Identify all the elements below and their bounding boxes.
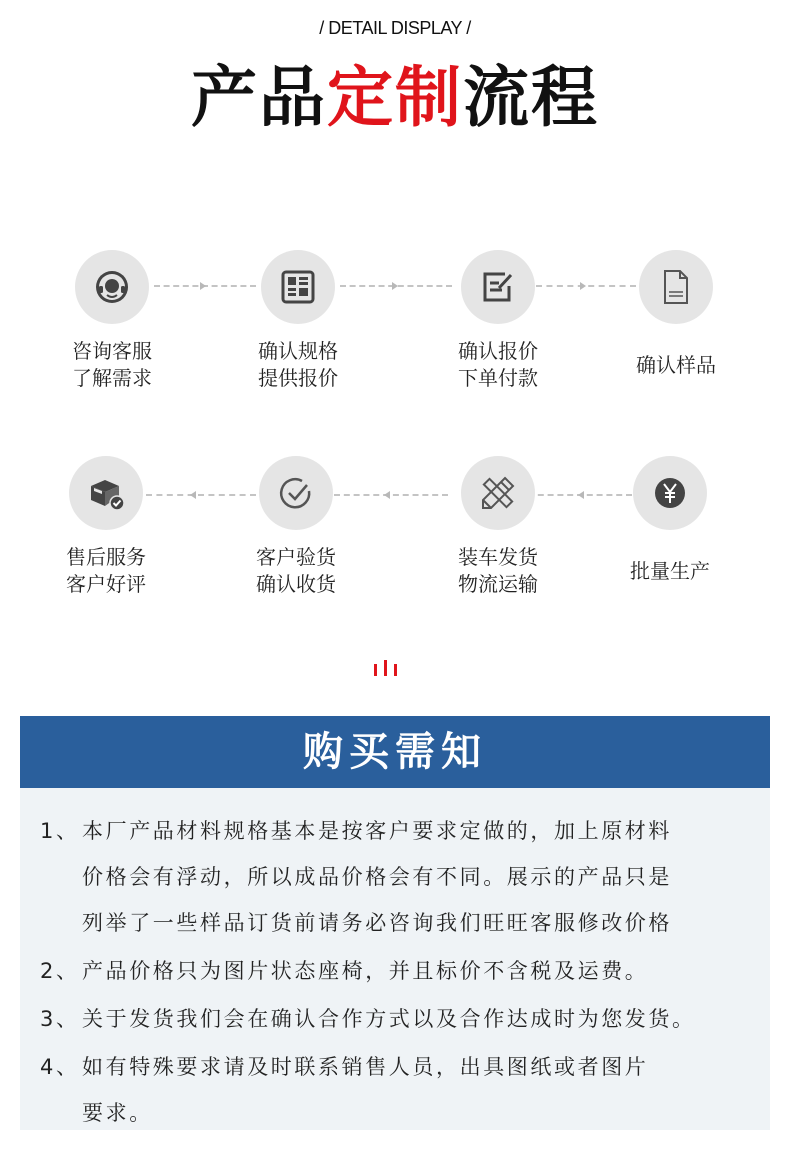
notice-text: 本厂产品材料规格基本是按客户要求定做的，加上原材料 <box>82 819 672 843</box>
notice-item-2 <box>40 948 760 994</box>
step-mass-production <box>590 456 750 585</box>
title-part-red: 定制 <box>327 59 463 136</box>
step-label-line-2: 提供报价 <box>258 366 338 390</box>
step-label <box>218 338 378 392</box>
arrow-right-icon <box>392 282 398 290</box>
step-confirm-sample <box>596 250 756 379</box>
notice-item-1 <box>40 808 760 946</box>
step-label-line-2: 下单付款 <box>458 366 538 390</box>
spec-grid-icon <box>277 266 319 308</box>
yen-coin-icon <box>649 472 691 514</box>
step-circle <box>259 456 333 530</box>
step-label-line-2: 确认收货 <box>256 572 336 596</box>
notice-line <box>40 808 760 854</box>
notice-text: 产品价格只为图片状态座椅，并且标价不含税及运费。 <box>82 959 649 983</box>
purchase-notice-title: 购买需知 <box>20 716 770 788</box>
step-label-line-1: 确认规格 <box>258 339 338 363</box>
step-label <box>418 544 578 598</box>
notice-line <box>40 1044 760 1090</box>
arrow-right-icon <box>580 282 586 290</box>
arrow-left-icon <box>190 491 196 499</box>
step-circle <box>633 456 707 530</box>
step-label-line-1: 确认样品 <box>636 353 716 377</box>
step-inspect <box>216 456 376 598</box>
step-label-line-1: 售后服务 <box>66 545 146 569</box>
notice-number: 2、 <box>40 959 80 983</box>
step-circle <box>639 250 713 324</box>
step-label-line-2: 了解需求 <box>72 366 152 390</box>
notice-item-3 <box>40 996 760 1042</box>
customer-service-icon <box>91 266 133 308</box>
step-label <box>418 338 578 392</box>
step-label-line-2: 物流运输 <box>458 572 538 596</box>
notice-number: 3、 <box>40 1007 80 1031</box>
section-divider-marks <box>372 656 402 676</box>
notice-line: 要求。 <box>82 1101 153 1125</box>
check-circle-icon <box>275 472 317 514</box>
after-sales-box-icon <box>85 472 127 514</box>
pencil-ruler-icon <box>477 472 519 514</box>
step-label <box>216 544 376 598</box>
step-label <box>26 544 186 598</box>
arrow-left-icon <box>578 491 584 499</box>
notice-line: 价格会有浮动，所以成品价格会有不同。展示的产品只是 <box>82 865 672 889</box>
title-part-2: 流程 <box>463 59 599 136</box>
notice-line: 列举了一些样品订货前请务必咨询我们旺旺客服修改价格 <box>82 911 672 935</box>
sample-file-icon <box>655 266 697 308</box>
step-confirm-quote <box>418 250 578 392</box>
notice-item-4 <box>40 1044 760 1136</box>
notice-text: 如有特殊要求请及时联系销售人员，出具图纸或者图片 <box>82 1055 649 1079</box>
step-circle <box>75 250 149 324</box>
notice-number: 4、 <box>40 1055 80 1079</box>
detail-display-subtitle: / DETAIL DISPLAY / <box>319 18 471 38</box>
step-label <box>590 558 750 585</box>
step-consult <box>32 250 192 392</box>
step-shipping <box>418 456 578 598</box>
notice-text: 关于发货我们会在确认合作方式以及合作达成时为您发货。 <box>82 1007 696 1031</box>
step-after-sales <box>26 456 186 598</box>
edit-document-icon <box>477 266 519 308</box>
title-part-1: 产品 <box>191 59 327 136</box>
notice-line <box>40 948 760 994</box>
step-circle <box>461 250 535 324</box>
step-label-line-1: 装车发货 <box>458 545 538 569</box>
purchase-notice-content <box>20 788 770 1130</box>
notice-line <box>40 996 760 1042</box>
step-circle <box>461 456 535 530</box>
step-label-line-1: 确认报价 <box>458 339 538 363</box>
arrow-left-icon <box>384 491 390 499</box>
notice-number: 1、 <box>40 819 80 843</box>
step-label-line-2: 客户好评 <box>66 572 146 596</box>
step-circle <box>69 456 143 530</box>
step-label-line-1: 咨询客服 <box>72 339 152 363</box>
step-label <box>32 338 192 392</box>
step-confirm-spec <box>218 250 378 392</box>
step-label-line-1: 客户验货 <box>256 545 336 569</box>
step-circle <box>261 250 335 324</box>
step-label <box>596 352 756 379</box>
arrow-right-icon <box>200 282 206 290</box>
step-label-line-1: 批量生产 <box>630 559 710 583</box>
